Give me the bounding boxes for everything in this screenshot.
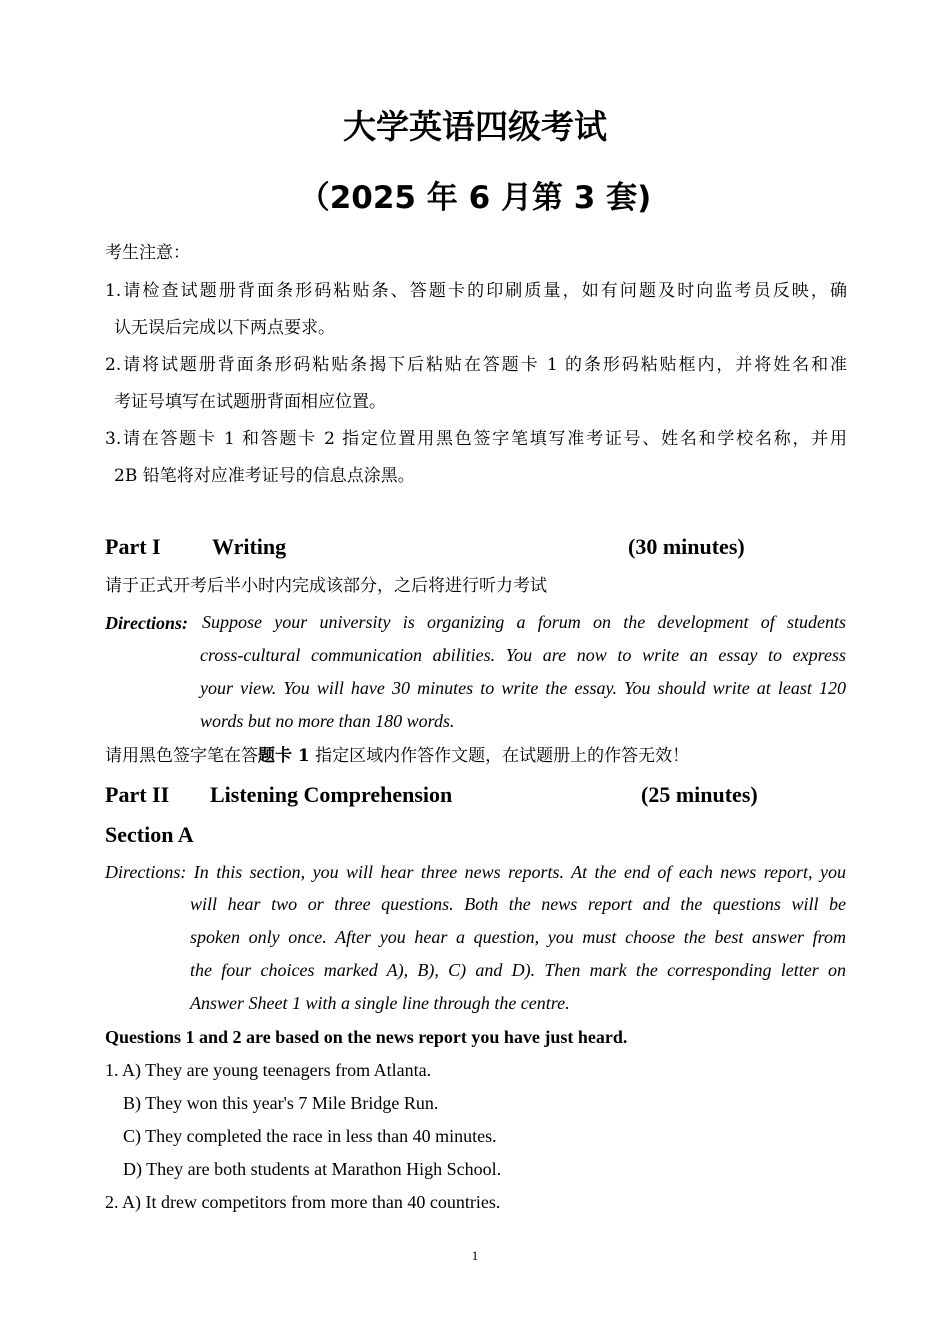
notice-item-3-line2: 2B 铅笔将对应准考证号的信息点涂黑。 xyxy=(114,466,415,486)
questions-group-heading: Questions 1 and 2 are based on the news report you have just heard. xyxy=(105,1027,628,1047)
q2-option-a: 2. A) It drew competitors from more than 40 countries. xyxy=(105,1192,501,1212)
notice-item-3-line1: 3.请在答题卡 1 和答题卡 2 指定位置用黑色签字笔填写准考证号、姓名和学校名称，并用 xyxy=(105,429,847,449)
notice-heading: 考生注意： xyxy=(105,243,190,263)
part1-directions-line: your view. You will have 30 minutes to write the essay. You should write at least 120 xyxy=(200,678,846,698)
page-number: 1 xyxy=(471,1248,479,1263)
part1-time: (30 minutes) xyxy=(628,534,745,559)
part2-directions-line: the four choices marked A), B), C) and D). Then mark the corresponding letter on xyxy=(190,960,846,980)
part2-label: Part II xyxy=(105,782,170,807)
part2-directions xyxy=(190,888,846,1020)
part1-directions-line: words but no more than 180 words. xyxy=(200,711,455,731)
notice-item-2-line1: 2.请将试题册背面条形码粘贴条揭下后粘贴在答题卡 1 的条形码粘贴框内，并将姓名和准 xyxy=(105,355,847,375)
part2-directions-line: Answer Sheet 1 with a single line through the centre. xyxy=(190,993,570,1013)
part1-name: Writing xyxy=(212,534,287,559)
part2-time: (25 minutes) xyxy=(641,782,758,807)
part1-label: Part I xyxy=(105,534,161,559)
part2-directions-line: spoken only once. After you hear a question, you must choose the best answer from xyxy=(190,927,846,947)
notice-item-1-line1: 1.请检查试题册背面条形码粘贴条、答题卡的印刷质量，如有问题及时向监考员反映，确 xyxy=(105,281,847,301)
q1-option-c: C) They completed the race in less than 40 minutes. xyxy=(123,1126,497,1146)
part1-directions-label: Directions: xyxy=(105,613,188,633)
part1-directions xyxy=(200,606,846,738)
part1-answer-note xyxy=(105,744,689,768)
answer-note-post: 指定区域内作答作文题，在试题册上的作答无效！ xyxy=(309,746,690,766)
part2-directions-line: will hear two or three questions. Both the news report and the questions will be xyxy=(190,894,846,914)
notice-item-2-line2: 考证号填写在试题册背面相应位置。 xyxy=(114,392,386,412)
part1-note: 请于正式开考后半小时内完成该部分，之后将进行听力考试 xyxy=(105,576,547,596)
exam-title: 大学英语四级考试 xyxy=(343,107,607,146)
part1-directions-line: Suppose your university is organizing a forum on the development of students xyxy=(202,612,846,632)
q1-option-a: 1. A) They are young teenagers from Atlanta. xyxy=(105,1060,432,1080)
q1-option-b: B) They won this year's 7 Mile Bridge Run. xyxy=(123,1093,439,1113)
answer-note-pre: 请用黑色签字笔在答 xyxy=(105,746,258,766)
part2-directions-first-line: Directions: In this section, you will hear three news reports. At the end of each news report, you xyxy=(105,862,846,882)
q1-option-d: D) They are both students at Marathon High School. xyxy=(123,1159,502,1179)
section-a-heading: Section A xyxy=(105,822,194,847)
part1-directions-line: cross-cultural communication abilities. You are now to write an essay to express xyxy=(200,645,846,665)
notice-item-1-line2: 认无误后完成以下两点要求。 xyxy=(114,318,335,338)
exam-subtitle: （2025 年 6 月第 3 套) xyxy=(298,180,652,216)
answer-note-bold: 题卡 1 xyxy=(258,746,310,766)
part2-name: Listening Comprehension xyxy=(210,782,453,807)
